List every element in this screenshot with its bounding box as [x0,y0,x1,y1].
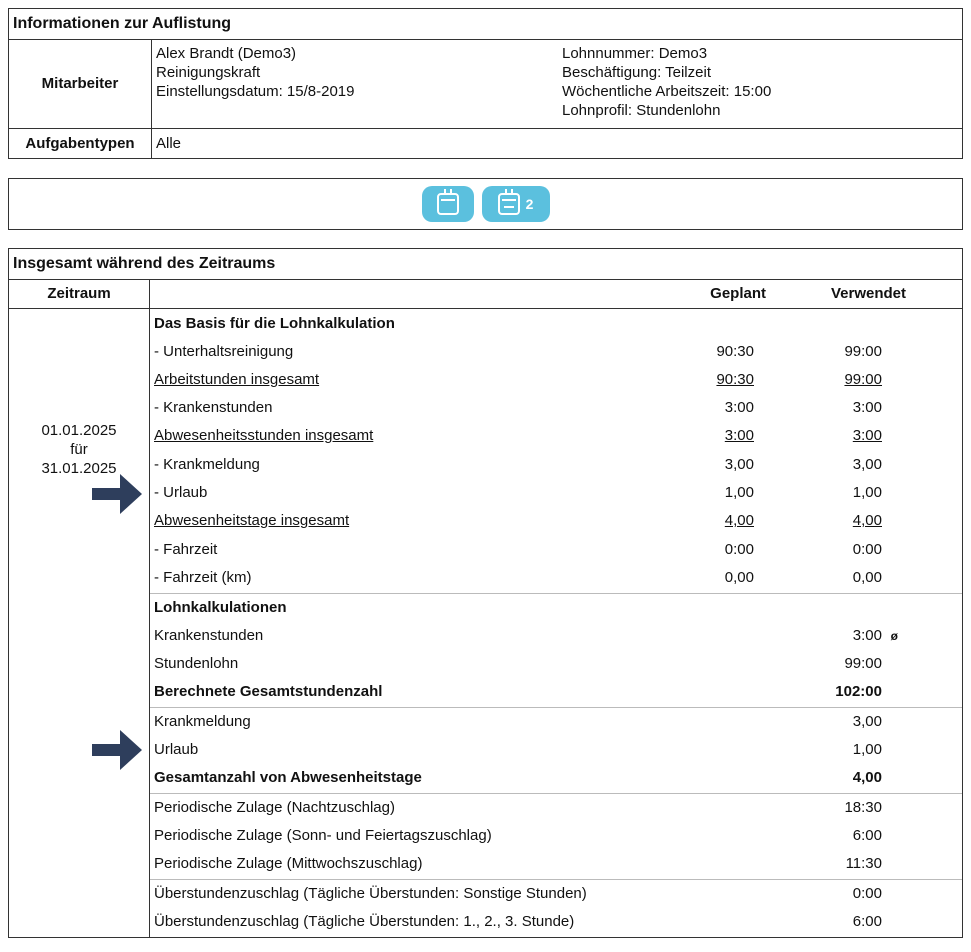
row-sick-hours: - Krankenstunden 3:00 3:00 [154,399,882,416]
col-header-planned: Geplant [710,285,766,302]
row-calc-sick-report: Krankmeldung 3,00 [154,713,882,730]
row-calc-sick-hours: Krankenstunden 3:00 ø [154,622,962,650]
weekly-hours: Wöchentliche Arbeitszeit: 15:00 [562,83,772,100]
period-to: 31.01.2025 [41,460,117,477]
calendar-button[interactable] [422,186,474,222]
row-travel-km: - Fahrzeit (km) 0,00 0,00 [154,569,882,586]
calendar-icon [437,193,459,215]
calendar-count-badge: 2 [525,196,534,212]
listing-info-title: Informationen zur Auflistung [9,9,962,40]
row-overtime-other: Überstundenzuschlag (Tägliche Überstunden: Sonstige Stunden) 0:00 [154,885,882,902]
tasktypes-value: Alle [156,134,182,152]
strike-icon: ø [890,629,898,643]
row-sick-report: - Krankmeldung 3,00 3,00 [154,456,882,473]
col-header-used: Verwendet [830,285,906,302]
row-travel-time: - Fahrzeit 0:00 0:00 [154,541,882,558]
listing-info-panel [8,8,963,159]
action-bar [8,178,963,230]
row-allowance-wednesday: Periodische Zulage (Mittwochszuschlag) 11:30 [154,855,882,872]
row-calculated-total-hours: Berechnete Gesamtstundenzahl 102:00 [154,683,882,700]
tasktypes-label: Aufgabentypen [9,128,152,158]
row-hourly-wage: Stundenlohn 99:00 [154,655,882,672]
row-vacation: - Urlaub 1,00 1,00 [154,484,882,501]
period-range [9,421,149,478]
section-basis: Das Basis für die Lohnkalkulation [154,315,395,332]
row-absence-days-total[interactable]: Abwesenheitstage insgesamt 4,00 4,00 [154,512,882,529]
period-summary-panel [8,248,963,938]
row-absence-hours-total[interactable]: Abwesenheitsstunden insgesamt 3:00 3:00 [154,427,882,444]
period-sep: für [70,441,88,458]
arrow-right-icon [92,472,142,516]
employee-role: Reinigungskraft [156,64,261,81]
payroll-number: Lohnnummer: Demo3 [562,45,708,62]
row-work-hours-total[interactable]: Arbeitstunden insgesamt 90:30 99:00 [154,371,882,388]
col-header-period: Zeitraum [47,285,111,302]
employee-name: Alex Brandt (Demo3) [156,45,297,62]
pay-profile: Lohnprofil: Stundenlohn [562,102,721,119]
column-divider [149,279,150,937]
calendar-minus-icon [498,193,520,215]
row-maintenance-cleaning: - Unterhaltsreinigung 90:30 99:00 [154,343,882,360]
section-pay-calculations: Lohnkalkulationen [154,599,287,616]
row-total-absence-days: Gesamtanzahl von Abwesenheitstage 4,00 [154,769,882,786]
row-allowance-sunday-holiday: Periodische Zulage (Sonn- und Feiertagszuschlag) 6:00 [154,827,882,844]
employment-type: Beschäftigung: Teilzeit [562,64,711,81]
employee-hire-date: Einstellungsdatum: 15/8-2019 [156,83,355,100]
row-allowance-night: Periodische Zulage (Nachtzuschlag) 18:30 [154,799,882,816]
row-calc-vacation: Urlaub 1,00 [154,741,882,758]
header-divider [9,308,962,309]
calendar-count-button[interactable] [482,186,550,222]
arrow-right-icon [92,728,142,772]
row-overtime-first-hours: Überstundenzuschlag (Tägliche Überstunden: 1., 2., 3. Stunde) 6:00 [154,913,882,930]
period-from: 01.01.2025 [41,422,117,439]
summary-title: Insgesamt während des Zeitraums [9,249,962,280]
employee-label: Mitarbeiter [9,40,152,128]
